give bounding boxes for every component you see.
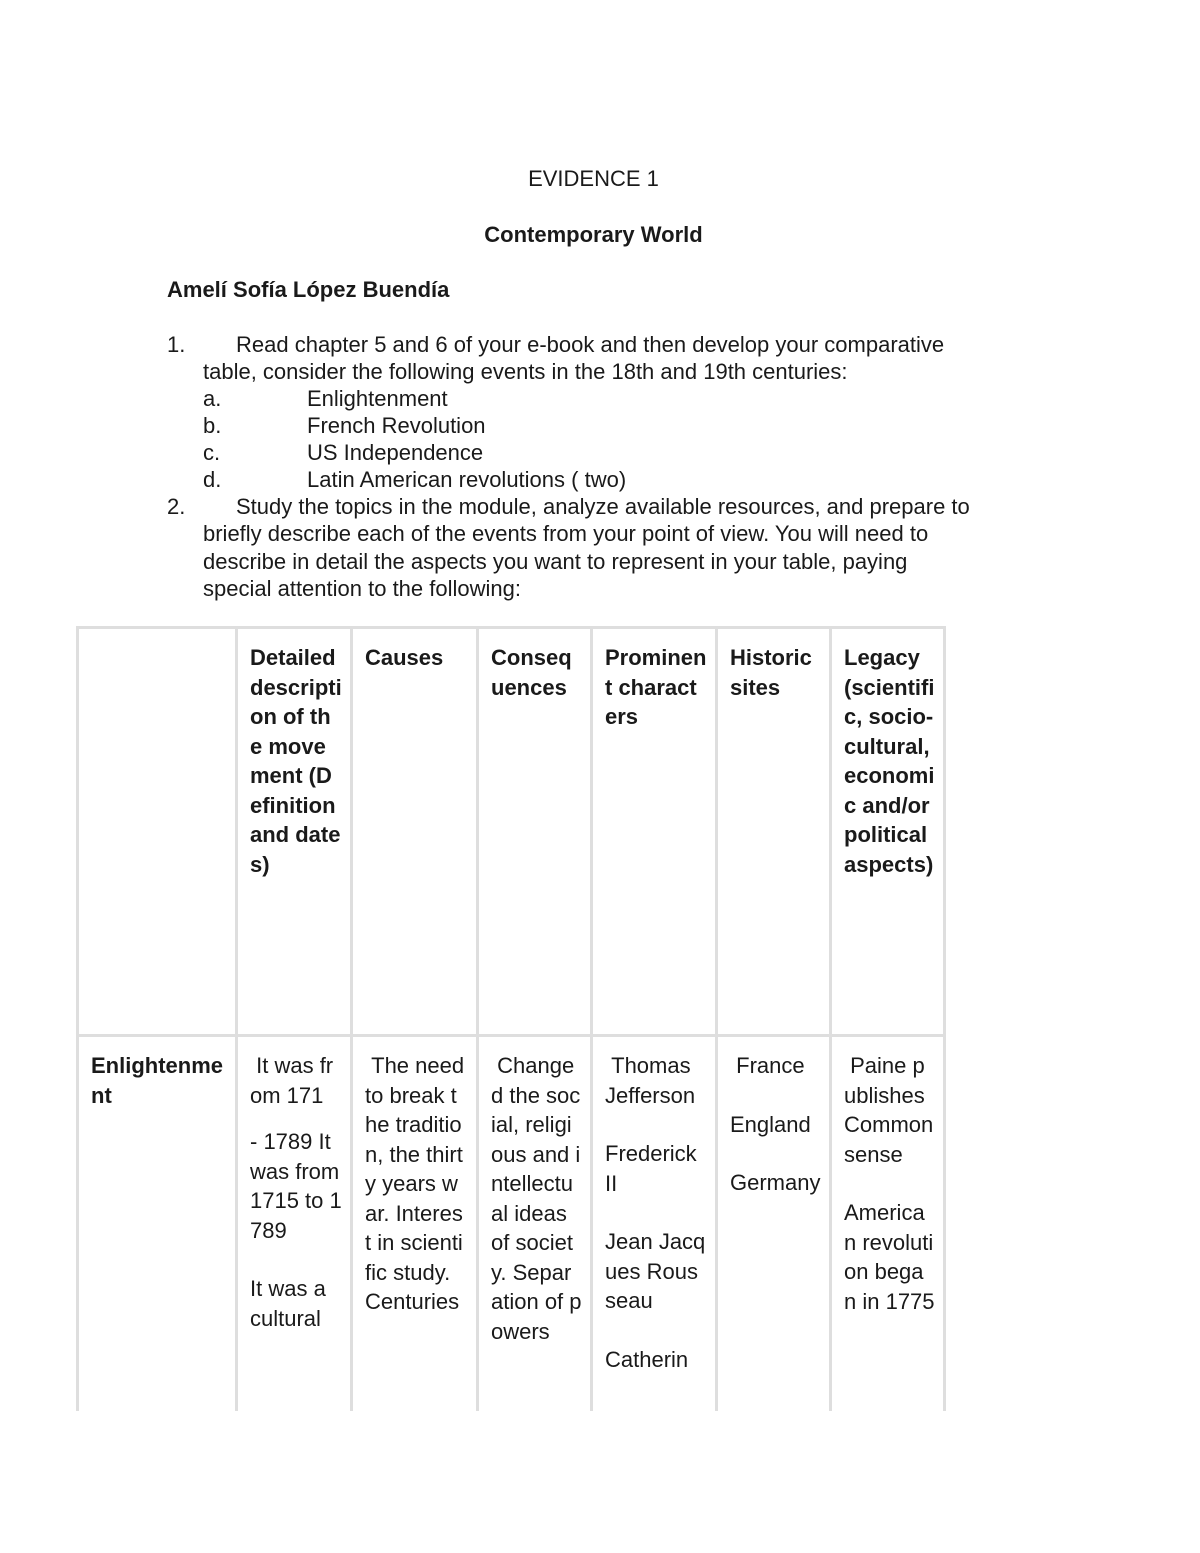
item-2-line-2: briefly describe each of the events from your point of view. You will need to: [203, 521, 929, 546]
subitem-c-text: US Independence: [307, 440, 484, 465]
subitem-d-text: Latin American revolutions ( two): [307, 467, 627, 492]
subitem-a-letter: a.: [203, 386, 222, 411]
header-cell-causes: Causes: [352, 628, 478, 1036]
cell-characters: [592, 1036, 717, 1456]
page-bottom-margin: [0, 1411, 1200, 1553]
header-cell-sites: Historic sites: [717, 628, 831, 1036]
character-1: Thomas Jefferson: [605, 1053, 697, 1108]
item-2-line-1: Study the topics in the module, analyze available resources, and prepare to: [236, 494, 970, 519]
character-4: Catherin: [605, 1346, 689, 1372]
header-cell-characters: Prominent characters: [592, 628, 717, 1036]
author-name: Amelí Sofía López Buendía: [167, 277, 450, 302]
header-cell-consequences: Consequences: [478, 628, 592, 1036]
site-2: England: [730, 1111, 811, 1137]
cell-legacy: [831, 1036, 945, 1456]
document-subtitle: Contemporary World: [484, 222, 703, 247]
item-2-number: 2.: [167, 494, 186, 519]
consequences-text: Changed the social, religious and intellectual ideas of society. Separation of powers: [491, 1053, 582, 1344]
legacy-para-2: American revolution began in 1775: [844, 1200, 935, 1314]
item-1-line-2: table, consider the following events in the 18th and 19th centuries:: [203, 359, 848, 384]
item-1-number: 1.: [167, 332, 186, 357]
subitem-c-letter: c.: [203, 440, 221, 465]
character-3: Jean Jacques Rousseau: [605, 1229, 706, 1313]
cell-sites: [717, 1036, 831, 1456]
subitem-b-letter: b.: [203, 413, 222, 438]
table-row: [78, 1036, 945, 1456]
causes-text: The need to break the tradition, the thirty years war. Interest in scientific study. Centuries: [365, 1053, 471, 1314]
cell-consequences: [478, 1036, 592, 1456]
header-cell-empty: [78, 628, 237, 1036]
cell-causes: [352, 1036, 478, 1456]
row-label-enlightenment: Enlightenment: [78, 1036, 237, 1456]
legacy-para-1: Paine publishes Common sense: [844, 1053, 940, 1167]
table-header-row: [78, 628, 945, 1036]
site-1: France: [730, 1053, 805, 1078]
subitem-d-letter: d.: [203, 467, 222, 492]
subitem-a-text: Enlightenment: [307, 386, 448, 411]
header-cell-legacy: Legacy (scientific, socio-cultural, economic and/or political aspects): [831, 628, 945, 1036]
subitem-b-text: French Revolution: [307, 413, 486, 438]
document-title: EVIDENCE 1: [528, 166, 659, 191]
header-cell-description: Detailed description of the movement (Definition and dates): [237, 628, 352, 1036]
item-1-line-1: Read chapter 5 and 6 of your e-book and then develop your comparative: [236, 332, 945, 357]
description-para-2: - 1789 It was from 1715 to 1789: [250, 1129, 346, 1243]
item-2-line-3: describe in detail the aspects you want to represent in your table, paying: [203, 549, 908, 574]
comparative-table: [76, 626, 946, 1457]
character-2: Frederick II: [605, 1141, 703, 1196]
description-para-3: It was a cultural: [250, 1276, 332, 1331]
item-2-line-4: special attention to the following:: [203, 576, 521, 601]
description-para-1: It was from 171: [250, 1053, 334, 1108]
site-3: Germany: [730, 1170, 821, 1195]
cell-description: [237, 1036, 352, 1456]
